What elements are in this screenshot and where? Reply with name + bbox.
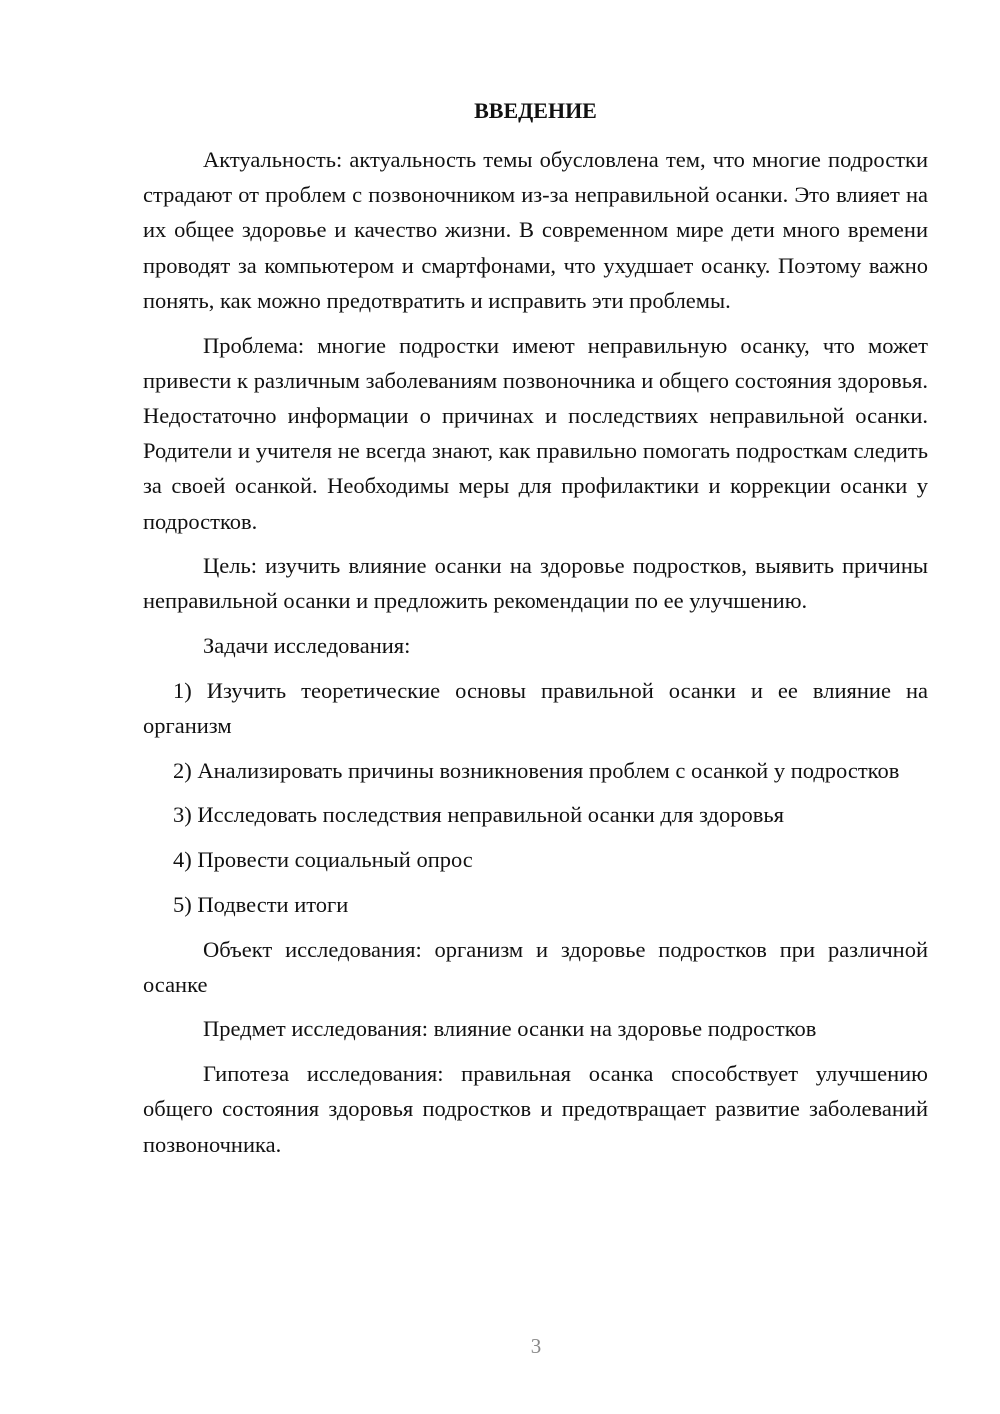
- task-item-2: 2) Анализировать причины возникновения проблем с осанкой у подростков: [173, 757, 900, 783]
- page-number: 3: [530, 1334, 542, 1358]
- paragraph-tasks-heading: Задачи исследования:: [203, 633, 411, 659]
- paragraph-hypothesis: Гипотеза исследования: правильная осанка способствует улучшению общего состояния здоровья подростков и предотвращает развитие заболеваний позвоночника.: [143, 1061, 928, 1157]
- page-title: ВВЕДЕНИЕ: [474, 98, 597, 123]
- task-item-4: 4) Провести социальный опрос: [173, 847, 473, 873]
- paragraph-goal: Цель: изучить влияние осанки на здоровье подростков, выявить причины неправильной осанки и предложить рекомендации по ее улучшению.: [143, 553, 928, 614]
- task-item-1: 1) Изучить теоретические основы правильной осанки и ее влияние на организм: [143, 677, 928, 739]
- task-item-5: 5) Подвести итоги: [173, 891, 349, 917]
- paragraph-object: Объект исследования: организм и здоровье подростков при различной осанке: [143, 936, 928, 997]
- document-body: [143, 142, 928, 1162]
- paragraph-subject: Предмет исследования: влияние осанки на здоровье подростков: [203, 1016, 817, 1042]
- task-item-3: 3) Исследовать последствия неправильной осанки для здоровья: [173, 802, 784, 828]
- paragraph-problem: Проблема: многие подростки имеют неправильную осанку, что может привести к различным заболеваниям позвоночника и общего состояния здоровья. Недостаточно информации о причинах и последствиях неправильной осанки. Родители и учителя не всегда знают, как правильно помогать подросткам следить за своей осанкой. Необходимы меры для профилактики и коррекции осанки у подростков.: [143, 332, 928, 534]
- paragraph-relevance: Актуальность: актуальность темы обусловлена тем, что многие подростки страдают от проблем с позвоночником из-за неправильной осанки. Это влияет на их общее здоровье и качество жизни. В современном мире дети много времени проводят за компьютером и смартфонами, что ухудшает осанку. Поэтому важно понять, как можно предотвратить и исправить эти проблемы.: [143, 147, 928, 313]
